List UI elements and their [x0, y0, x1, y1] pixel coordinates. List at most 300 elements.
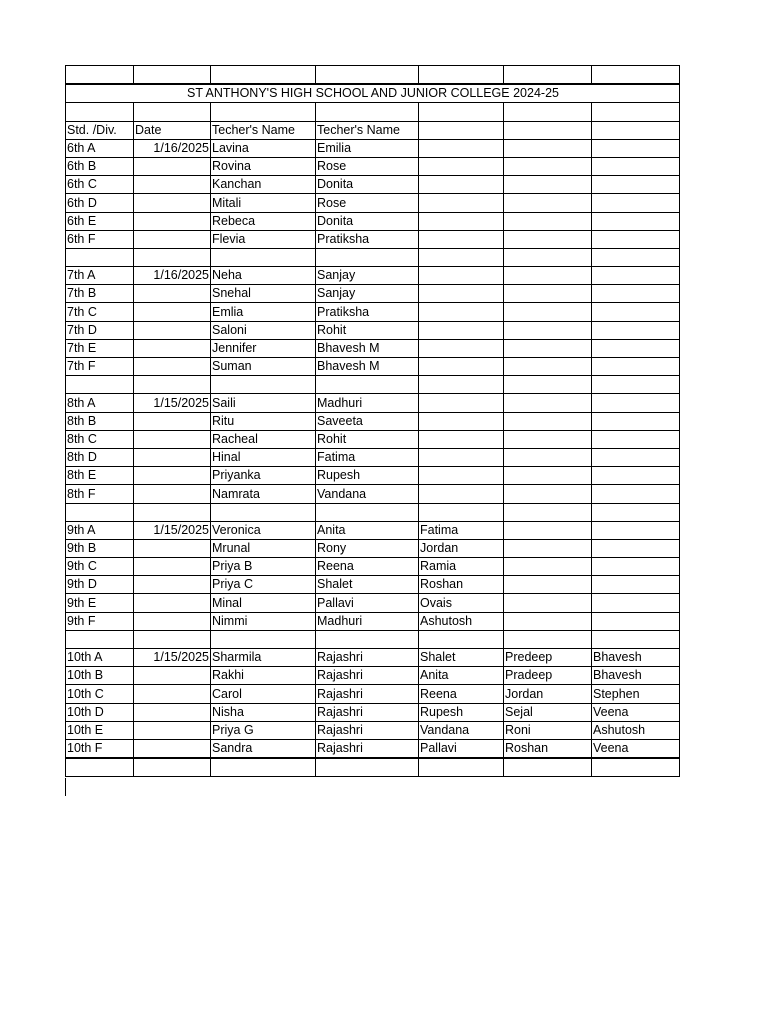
header-blank [419, 121, 504, 139]
spacer-row [66, 103, 680, 121]
teacher-cell [504, 285, 592, 303]
teacher-cell [592, 176, 680, 194]
teacher-cell: Stephen [592, 685, 680, 703]
teacher-cell: Veena [592, 703, 680, 721]
table-row [66, 448, 680, 466]
teacher-cell [504, 430, 592, 448]
teacher-cell [592, 485, 680, 503]
cell [592, 103, 680, 121]
teacher-cell: Sandra [211, 739, 316, 758]
cell [134, 630, 211, 648]
teacher-cell [419, 212, 504, 230]
std-div-cell: 9th B [66, 539, 134, 557]
date-cell: 1/15/2025 [134, 394, 211, 412]
teacher-cell: Pallavi [419, 739, 504, 758]
teacher-cell [419, 230, 504, 248]
teacher-cell [504, 139, 592, 157]
std-div-cell: 6th D [66, 194, 134, 212]
std-div-cell: 10th A [66, 649, 134, 667]
table-row [66, 157, 680, 175]
sheet-left-border-tail [65, 778, 66, 796]
table-row [66, 685, 680, 703]
teacher-cell: Veena [592, 739, 680, 758]
teacher-cell: Suman [211, 358, 316, 376]
cell [316, 630, 419, 648]
teacher-cell: Anita [316, 521, 419, 539]
std-div-cell: 10th D [66, 703, 134, 721]
teacher-cell [592, 321, 680, 339]
cell [316, 103, 419, 121]
cell [504, 758, 592, 777]
teacher-cell: Hinal [211, 448, 316, 466]
teacher-cell: Rupesh [316, 467, 419, 485]
teacher-cell: Rose [316, 157, 419, 175]
table-row [66, 539, 680, 557]
date-cell [134, 539, 211, 557]
teacher-cell: Roni [504, 721, 592, 739]
cell [134, 503, 211, 521]
date-cell [134, 594, 211, 612]
table-row [66, 194, 680, 212]
teacher-cell: Bhavesh [592, 667, 680, 685]
teacher-cell [419, 267, 504, 285]
table-row [66, 285, 680, 303]
teacher-cell: Rakhi [211, 667, 316, 685]
teacher-cell: Emilia [316, 139, 419, 157]
teacher-cell [504, 521, 592, 539]
teacher-cell [504, 321, 592, 339]
teacher-cell [419, 176, 504, 194]
date-cell: 1/15/2025 [134, 521, 211, 539]
teacher-cell: Nimmi [211, 612, 316, 630]
header-date: Date [134, 121, 211, 139]
cell [66, 630, 134, 648]
teacher-cell: Nisha [211, 703, 316, 721]
std-div-cell: 8th A [66, 394, 134, 412]
teacher-cell: Rajashri [316, 667, 419, 685]
cell [419, 103, 504, 121]
cell [66, 248, 134, 266]
cell [66, 66, 134, 85]
teacher-cell: Flevia [211, 230, 316, 248]
teacher-cell [592, 212, 680, 230]
table-row [66, 430, 680, 448]
table-row [66, 139, 680, 157]
teacher-cell: Saili [211, 394, 316, 412]
table-row [66, 521, 680, 539]
teacher-cell [504, 412, 592, 430]
std-div-cell: 7th E [66, 339, 134, 357]
teacher-cell: Rajashri [316, 721, 419, 739]
cell [504, 66, 592, 85]
teacher-cell [592, 394, 680, 412]
cell [592, 248, 680, 266]
date-cell [134, 430, 211, 448]
std-div-cell: 7th A [66, 267, 134, 285]
teacher-cell: Rajashri [316, 703, 419, 721]
cell [211, 376, 316, 394]
teacher-cell: Vandana [316, 485, 419, 503]
cell [211, 630, 316, 648]
date-cell: 1/16/2025 [134, 139, 211, 157]
teacher-cell: Pratiksha [316, 303, 419, 321]
teacher-cell: Minal [211, 594, 316, 612]
date-cell [134, 358, 211, 376]
teacher-cell: Mitali [211, 194, 316, 212]
cell [504, 376, 592, 394]
std-div-cell: 8th B [66, 412, 134, 430]
teacher-cell [592, 412, 680, 430]
teacher-cell: Rajashri [316, 739, 419, 758]
cell [211, 248, 316, 266]
teacher-cell [592, 194, 680, 212]
teacher-cell [592, 521, 680, 539]
teacher-cell: Predeep [504, 649, 592, 667]
teacher-cell [504, 303, 592, 321]
teacher-cell: Donita [316, 176, 419, 194]
date-cell [134, 485, 211, 503]
cell [504, 630, 592, 648]
teacher-cell [592, 558, 680, 576]
teacher-cell: Veronica [211, 521, 316, 539]
table-row [66, 467, 680, 485]
teacher-cell: Ritu [211, 412, 316, 430]
table-row [66, 485, 680, 503]
teacher-cell: Jordan [504, 685, 592, 703]
teacher-cell: Rovina [211, 157, 316, 175]
teacher-cell: Donita [316, 212, 419, 230]
cell [419, 503, 504, 521]
spacer-row [66, 248, 680, 266]
header-std-div: Std. /Div. [66, 121, 134, 139]
table-row [66, 358, 680, 376]
date-cell [134, 612, 211, 630]
date-cell [134, 303, 211, 321]
teacher-cell: Jordan [419, 539, 504, 557]
cell [592, 630, 680, 648]
teacher-cell: Saveeta [316, 412, 419, 430]
teacher-cell [592, 230, 680, 248]
teacher-cell [419, 394, 504, 412]
cell [134, 758, 211, 777]
table-row [66, 649, 680, 667]
cell [316, 503, 419, 521]
table-row [66, 230, 680, 248]
teacher-cell [419, 448, 504, 466]
teacher-cell [504, 194, 592, 212]
teacher-cell: Fatima [316, 448, 419, 466]
table-row [66, 558, 680, 576]
cell [134, 376, 211, 394]
teacher-cell: Priya C [211, 576, 316, 594]
std-div-cell: 8th E [66, 467, 134, 485]
teacher-cell: Rose [316, 194, 419, 212]
teacher-cell: Shalet [419, 649, 504, 667]
teacher-cell [504, 558, 592, 576]
date-cell [134, 194, 211, 212]
teacher-cell: Mrunal [211, 539, 316, 557]
cell [66, 103, 134, 121]
teacher-cell: Sanjay [316, 267, 419, 285]
teacher-cell: Rohit [316, 321, 419, 339]
cell [419, 248, 504, 266]
teacher-cell: Priya G [211, 721, 316, 739]
table-row [66, 721, 680, 739]
teacher-cell [592, 267, 680, 285]
teacher-cell: Rajashri [316, 649, 419, 667]
teacher-cell [592, 430, 680, 448]
teacher-cell: Rebeca [211, 212, 316, 230]
teacher-cell: Kanchan [211, 176, 316, 194]
header-row [66, 121, 680, 139]
teacher-cell: Pratiksha [316, 230, 419, 248]
teacher-cell: Namrata [211, 485, 316, 503]
teacher-cell [419, 339, 504, 357]
cell [504, 248, 592, 266]
teacher-cell [504, 358, 592, 376]
sheet-body [66, 66, 680, 777]
teacher-cell [419, 285, 504, 303]
header-teacher-2: Techer's Name [316, 121, 419, 139]
teacher-cell [592, 339, 680, 357]
table-row [66, 212, 680, 230]
teacher-cell [419, 157, 504, 175]
teacher-cell: Roshan [504, 739, 592, 758]
std-div-cell: 9th A [66, 521, 134, 539]
std-div-cell: 10th B [66, 667, 134, 685]
date-cell [134, 467, 211, 485]
teacher-cell: Snehal [211, 285, 316, 303]
teacher-cell: Carol [211, 685, 316, 703]
date-cell [134, 212, 211, 230]
teacher-cell [592, 358, 680, 376]
teacher-cell [592, 467, 680, 485]
teacher-cell [504, 539, 592, 557]
header-blank [592, 121, 680, 139]
cell [592, 66, 680, 85]
teacher-cell: Priyanka [211, 467, 316, 485]
std-div-cell: 6th C [66, 176, 134, 194]
title-row [66, 84, 680, 103]
std-div-cell: 7th D [66, 321, 134, 339]
spacer-row [66, 376, 680, 394]
teacher-cell [419, 485, 504, 503]
teacher-cell: Rohit [316, 430, 419, 448]
teacher-cell: Sejal [504, 703, 592, 721]
teacher-cell: Jennifer [211, 339, 316, 357]
date-cell: 1/15/2025 [134, 649, 211, 667]
teacher-cell: Shalet [316, 576, 419, 594]
std-div-cell: 6th B [66, 157, 134, 175]
teacher-cell [419, 139, 504, 157]
timetable-sheet [65, 65, 680, 777]
teacher-cell: Saloni [211, 321, 316, 339]
cell [419, 66, 504, 85]
std-div-cell: 8th D [66, 448, 134, 466]
teacher-cell [419, 321, 504, 339]
teacher-cell [504, 576, 592, 594]
header-blank [504, 121, 592, 139]
table-row [66, 339, 680, 357]
std-div-cell: 9th C [66, 558, 134, 576]
teacher-cell: Vandana [419, 721, 504, 739]
teacher-cell: Ovais [419, 594, 504, 612]
teacher-cell [504, 485, 592, 503]
table-row [66, 703, 680, 721]
date-cell [134, 176, 211, 194]
teacher-cell [504, 594, 592, 612]
teacher-cell [592, 576, 680, 594]
teacher-cell: Madhuri [316, 394, 419, 412]
cell [66, 503, 134, 521]
cell [66, 376, 134, 394]
cell [316, 376, 419, 394]
date-cell [134, 339, 211, 357]
date-cell [134, 285, 211, 303]
std-div-cell: 8th F [66, 485, 134, 503]
teacher-cell: Rupesh [419, 703, 504, 721]
cell [316, 248, 419, 266]
cell [134, 103, 211, 121]
teacher-cell: Sharmila [211, 649, 316, 667]
teacher-cell: Reena [419, 685, 504, 703]
teacher-cell: Sanjay [316, 285, 419, 303]
cell [592, 758, 680, 777]
teacher-cell [592, 448, 680, 466]
cell [211, 103, 316, 121]
std-div-cell: 6th A [66, 139, 134, 157]
table-row [66, 667, 680, 685]
cell [211, 66, 316, 85]
cell [504, 503, 592, 521]
date-cell [134, 412, 211, 430]
teacher-cell [592, 612, 680, 630]
cell [419, 376, 504, 394]
teacher-cell: Reena [316, 558, 419, 576]
teacher-cell [592, 157, 680, 175]
teacher-cell: Pallavi [316, 594, 419, 612]
teacher-cell [419, 194, 504, 212]
std-div-cell: 7th B [66, 285, 134, 303]
teacher-cell: Lavina [211, 139, 316, 157]
std-div-cell: 9th F [66, 612, 134, 630]
teacher-cell [592, 285, 680, 303]
date-cell [134, 448, 211, 466]
cell [504, 103, 592, 121]
teacher-cell: Racheal [211, 430, 316, 448]
std-div-cell: 7th F [66, 358, 134, 376]
teacher-cell [419, 430, 504, 448]
std-div-cell: 10th F [66, 739, 134, 758]
teacher-cell [504, 157, 592, 175]
teacher-cell: Bhavesh M [316, 339, 419, 357]
cell [592, 503, 680, 521]
sheet-title: ST ANTHONY'S HIGH SCHOOL AND JUNIOR COLLEGE 2024-25 [66, 84, 680, 103]
teacher-cell: Bhavesh [592, 649, 680, 667]
std-div-cell: 7th C [66, 303, 134, 321]
cell [592, 376, 680, 394]
table-row [66, 303, 680, 321]
teacher-cell: Neha [211, 267, 316, 285]
std-div-cell: 9th D [66, 576, 134, 594]
spacer-row [66, 630, 680, 648]
teacher-cell: Anita [419, 667, 504, 685]
std-div-cell: 6th F [66, 230, 134, 248]
table-row [66, 176, 680, 194]
cell [211, 503, 316, 521]
teacher-cell [504, 176, 592, 194]
table-row [66, 612, 680, 630]
teacher-cell [504, 267, 592, 285]
teacher-cell [592, 539, 680, 557]
teacher-cell: Ramia [419, 558, 504, 576]
date-cell [134, 576, 211, 594]
teacher-cell [592, 594, 680, 612]
table-row [66, 267, 680, 285]
cell [211, 758, 316, 777]
date-cell [134, 685, 211, 703]
teacher-cell [504, 394, 592, 412]
table-row [66, 594, 680, 612]
table-row [66, 576, 680, 594]
date-cell: 1/16/2025 [134, 267, 211, 285]
date-cell [134, 558, 211, 576]
date-cell [134, 321, 211, 339]
date-cell [134, 721, 211, 739]
std-div-cell: 6th E [66, 212, 134, 230]
teacher-cell: Priya B [211, 558, 316, 576]
table-row [66, 321, 680, 339]
cell [316, 66, 419, 85]
std-div-cell: 10th E [66, 721, 134, 739]
teacher-cell [504, 230, 592, 248]
teacher-cell [504, 467, 592, 485]
header-teacher-1: Techer's Name [211, 121, 316, 139]
std-div-cell: 10th C [66, 685, 134, 703]
teacher-cell: Ashutosh [419, 612, 504, 630]
teacher-cell: Pradeep [504, 667, 592, 685]
cell [316, 758, 419, 777]
table-row [66, 394, 680, 412]
date-cell [134, 667, 211, 685]
cell [134, 248, 211, 266]
date-cell [134, 739, 211, 758]
cell [66, 758, 134, 777]
bottom-blank-row [66, 758, 680, 777]
teacher-cell: Rony [316, 539, 419, 557]
date-cell [134, 703, 211, 721]
teacher-cell [419, 358, 504, 376]
top-blank-row [66, 66, 680, 85]
teacher-cell: Emlia [211, 303, 316, 321]
teacher-cell: Rajashri [316, 685, 419, 703]
spacer-row [66, 503, 680, 521]
teacher-cell [504, 612, 592, 630]
teacher-cell: Roshan [419, 576, 504, 594]
cell [134, 66, 211, 85]
teacher-cell [592, 139, 680, 157]
teacher-cell [419, 303, 504, 321]
cell [419, 758, 504, 777]
table-row [66, 739, 680, 758]
teacher-cell [419, 467, 504, 485]
teacher-cell [419, 412, 504, 430]
teacher-cell [504, 448, 592, 466]
teacher-cell: Bhavesh M [316, 358, 419, 376]
table-row [66, 412, 680, 430]
std-div-cell: 9th E [66, 594, 134, 612]
teacher-cell [592, 303, 680, 321]
